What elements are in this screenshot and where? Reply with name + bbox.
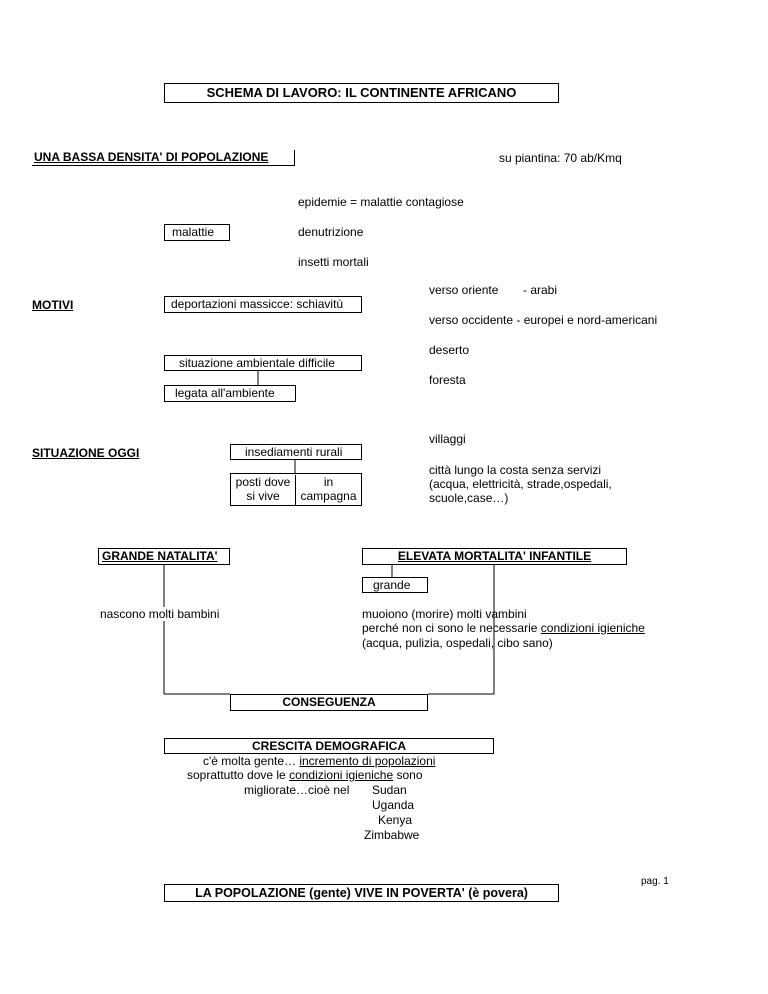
villaggi-text: villaggi [429,432,466,446]
crescita-box: CRESCITA DEMOGRAFICA [164,738,494,754]
oriente-who: - arabi [523,283,558,297]
density-header: UNA BASSA DENSITA' DI POPOLAZIONE [32,150,295,166]
natalita-box: GRANDE NATALITA' [98,548,230,565]
foresta-text: foresta [429,373,466,387]
mortalita-line3: (acqua, pulizia, ospedali, cibo sano) [362,636,553,650]
situazione-oggi-label: SITUAZIONE OGGI [32,446,140,460]
campagna-cell [296,475,361,503]
epidemie-text: epidemie = malattie contagiose [298,195,464,209]
crescita-line2 [187,768,423,782]
posti-box [230,473,362,506]
mortalita-line1: muoiono (morire) molti vambini [362,607,527,621]
crescita-line3: migliorate…cioè nel [244,783,350,797]
oriente-direction: verso oriente [429,283,499,297]
campagna-line2: campagna [300,489,357,503]
citta-line3: scuole,case…) [429,491,509,505]
crescita-line1-pre: c'è molta gente… [203,754,300,768]
insediamenti-box: insediamenti rurali [230,444,362,460]
deserto-text: deserto [429,343,470,357]
natalita-result: nascono molti bambini [100,607,220,621]
occidente-text: verso occidente - europei e nord-americani [429,313,658,327]
country-sudan: Sudan [372,783,407,797]
legata-box: legata all'ambiente [164,385,296,402]
mortalita-line2-pre: perché non ci sono le necessarie [362,621,541,635]
poverty-box: LA POPOLAZIONE (gente) VIVE IN POVERTA' (è povera) [164,884,559,902]
citta-line1: città lungo la costa senza servizi [429,463,602,477]
conseguenza-box: CONSEGUENZA [230,694,428,711]
country-uganda: Uganda [372,798,415,812]
malattie-box: malattie [164,224,230,241]
posti-line2: si vive [246,489,280,503]
mortalita-line2 [362,621,645,635]
insetti-text: insetti mortali [298,255,369,269]
condizioni-text: condizioni igieniche [289,768,394,782]
page-title: SCHEMA DI LAVORO: IL CONTINENTE AFRICANO [164,83,559,103]
crescita-line1 [203,754,435,768]
posti-line1: posti dove [235,475,291,489]
motivi-label: MOTIVI [32,298,74,312]
denutrizione-text: denutrizione [298,225,364,239]
crescita-line2-post: sono [393,768,423,782]
condizioni-igieniche-link: condizioni igieniche [540,621,645,635]
page-number: pag. 1 [641,876,669,887]
situazione-box: situazione ambientale difficile [164,355,362,371]
incremento-text: incremento di popolazioni [299,754,436,768]
crescita-line2-pre: soprattutto dove le [187,768,290,782]
mortalita-box: ELEVATA MORTALITA' INFANTILE [362,548,627,565]
posti-cell [231,475,296,505]
campagna-line1: in [323,475,334,489]
deportazioni-box: deportazioni massicce: schiavitù [164,296,362,313]
citta-line2: (acqua, elettricità, strade,ospedali, [429,477,612,491]
density-note: su piantina: 70 ab/Kmq [499,151,622,165]
country-zimbabwe: Zimbabwe [364,828,420,842]
country-kenya: Kenya [378,813,413,827]
grande-box: grande [362,577,428,593]
